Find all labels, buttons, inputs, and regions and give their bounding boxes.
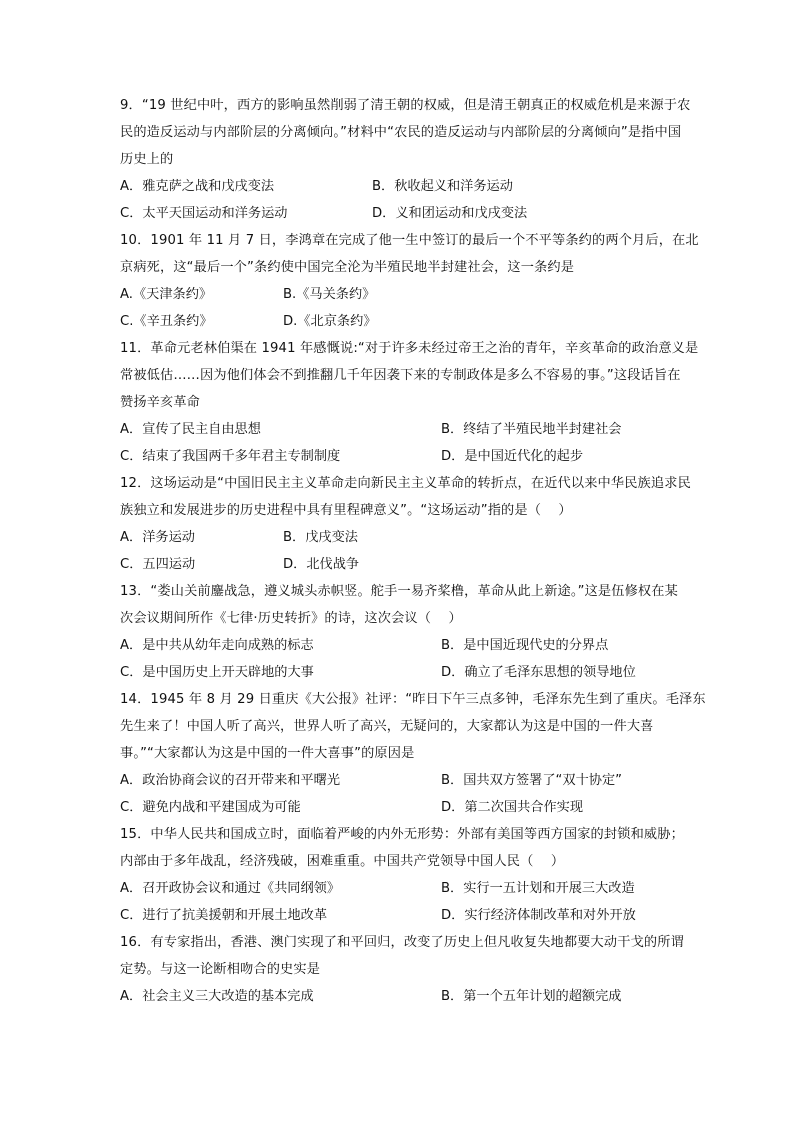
question-14-number: 14． — [120, 692, 151, 707]
question-9-text: “19 世纪中叶，西方的影响虽然削弱了清王朝的权威，但是清王朝真正的权威危机是来源于农 民的造反运动与内部阶层的分离倾向。”材料中“农民的造反运动与内部阶层的分离倾向”是指中国 历史上的 — [120, 98, 691, 167]
option-10c[interactable]: C.《辛丑条约》 — [120, 314, 213, 329]
question-16-options-row-1 — [120, 983, 720, 1010]
option-14a[interactable]: A．政治协商会议的召开带来和平曙光 — [120, 773, 341, 788]
question-10-options-row-1 — [120, 281, 720, 308]
question-15-options-row-2 — [120, 902, 720, 929]
option-11c[interactable]: C．结束了我国两千多年君主专制制度 — [120, 449, 341, 464]
question-13-text: “娄山关前鏖战急，遵义城头赤帜竖。舵手一易齐桨橹，革命从此上新途。”这是伍修权在某 次会议期间所作《七律·历史转折》的诗，这次会议（ ） — [120, 584, 678, 626]
option-9c[interactable]: C．太平天国运动和洋务运动 — [120, 206, 288, 221]
question-9 — [120, 92, 720, 227]
option-13a[interactable]: A．是中共从幼年走向成熟的标志 — [120, 638, 314, 653]
question-15-number: 15． — [120, 827, 151, 842]
question-11-options-row-1 — [120, 416, 720, 443]
option-9d[interactable]: D．义和团运动和戊戌变法 — [372, 206, 528, 221]
question-9-number: 9． — [120, 98, 142, 113]
option-15d[interactable]: D．实行经济体制改革和对外开放 — [441, 908, 636, 923]
question-10-text: 1901 年 11 月 7 日，李鸿章在完成了他一生中签订的最后一个不平等条约的两个月后，在北 京病死，这“最后一个”条约使中国完全沦为半殖民地半封建社会，这一条约是 — [120, 233, 699, 275]
question-11-text: 革命元老林伯渠在 1941 年感慨说:“对于许多未经过帝王之治的青年，辛亥革命的政治意义是 常被低估……因为他们体会不到推翻几千年因袭下来的专制政体是多么不容易的事。”这段话旨在 赞扬辛亥革命 — [120, 341, 699, 410]
question-16 — [120, 929, 720, 1010]
question-14-options-row-1 — [120, 767, 720, 794]
question-13-options-row-1 — [120, 632, 720, 659]
question-14 — [120, 686, 720, 821]
question-15-text: 中华人民共和国成立时，面临着严峻的内外无形势：外部有美国等西方国家的封锁和威胁； 内部由于多年战乱，经济残破，困难重重。中国共产党领导中国人民（ ） — [120, 827, 684, 869]
question-13 — [120, 578, 720, 686]
question-14-stem — [120, 686, 720, 767]
question-9-options-row-2 — [120, 200, 720, 227]
question-15 — [120, 821, 720, 929]
option-12c[interactable]: C．五四运动 — [120, 557, 196, 572]
question-11-stem — [120, 335, 720, 416]
option-14b[interactable]: B．国共双方签署了“双十协定” — [441, 773, 622, 788]
option-10a[interactable]: A.《天津条约》 — [120, 287, 213, 302]
option-15c[interactable]: C．进行了抗美援朝和开展土地改革 — [120, 908, 328, 923]
question-12-options-row-2 — [120, 551, 720, 578]
question-16-stem — [120, 929, 720, 983]
question-10 — [120, 227, 720, 335]
option-10d[interactable]: D.《北京条约》 — [283, 314, 377, 329]
question-12-number: 12． — [120, 476, 151, 491]
option-11a[interactable]: A．宣传了民主自由思想 — [120, 422, 261, 437]
question-14-options-row-2 — [120, 794, 720, 821]
option-13c[interactable]: C．是中国历史上开天辟地的大事 — [120, 665, 314, 680]
question-15-stem — [120, 821, 720, 875]
option-11b[interactable]: B．终结了半殖民地半封建社会 — [441, 422, 622, 437]
question-12-text: 这场运动是“中国旧民主主义革命走向新民主主义革命的转折点，在近代以来中华民族追求民 族独立和发展进步的历史进程中具有里程碑意义”。“这场运动”指的是（ ） — [120, 476, 691, 518]
option-11d[interactable]: D．是中国近代化的起步 — [441, 449, 584, 464]
question-13-number: 13． — [120, 584, 151, 599]
question-11 — [120, 335, 720, 470]
question-12-stem — [120, 470, 720, 524]
question-10-stem — [120, 227, 720, 281]
option-13b[interactable]: B．是中国近现代史的分界点 — [441, 638, 609, 653]
question-13-stem — [120, 578, 720, 632]
question-16-text: 有专家指出，香港、澳门实现了和平回归，改变了历史上但凡收复失地都要大动干戈的所谓 定势。与这一论断相吻合的史实是 — [120, 935, 684, 977]
question-11-options-row-2 — [120, 443, 720, 470]
option-12d[interactable]: D．北伐战争 — [283, 557, 360, 572]
question-16-number: 16． — [120, 935, 151, 950]
option-12b[interactable]: B．戊戌变法 — [283, 530, 358, 545]
question-10-number: 10． — [120, 233, 151, 248]
question-9-options-row-1 — [120, 173, 720, 200]
option-13d[interactable]: D．确立了毛泽东思想的领导地位 — [441, 665, 636, 680]
question-13-options-row-2 — [120, 659, 720, 686]
option-16a[interactable]: A．社会主义三大改造的基本完成 — [120, 989, 314, 1004]
question-12 — [120, 470, 720, 578]
question-12-options-row-1 — [120, 524, 720, 551]
option-15b[interactable]: B．实行一五计划和开展三大改造 — [441, 881, 635, 896]
question-11-number: 11． — [120, 341, 151, 356]
option-14c[interactable]: C．避免内战和平建国成为可能 — [120, 800, 301, 815]
option-9b[interactable]: B．秋收起义和洋务运动 — [372, 179, 513, 194]
option-12a[interactable]: A．洋务运动 — [120, 530, 195, 545]
option-15a[interactable]: A．召开政协会议和通过《共同纲领》 — [120, 881, 341, 896]
question-10-options-row-2 — [120, 308, 720, 335]
option-14d[interactable]: D．第二次国共合作实现 — [441, 800, 584, 815]
option-9a[interactable]: A．雅克萨之战和戊戌变法 — [120, 179, 275, 194]
option-16b[interactable]: B．第一个五年计划的超额完成 — [441, 989, 622, 1004]
question-9-stem — [120, 92, 720, 173]
option-10b[interactable]: B.《马关条约》 — [283, 287, 376, 302]
question-15-options-row-1 — [120, 875, 720, 902]
question-14-text: 1945 年 8 月 29 日重庆《大公报》社评：“昨日下午三点多钟，毛泽东先生到了重庆。毛泽东 先生来了！中国人听了高兴，世界人听了高兴，无疑问的，大家都认为这是中国的一件大喜 事。”“大家都认为这是中国的一件大喜事”的原因是 — [120, 692, 706, 761]
